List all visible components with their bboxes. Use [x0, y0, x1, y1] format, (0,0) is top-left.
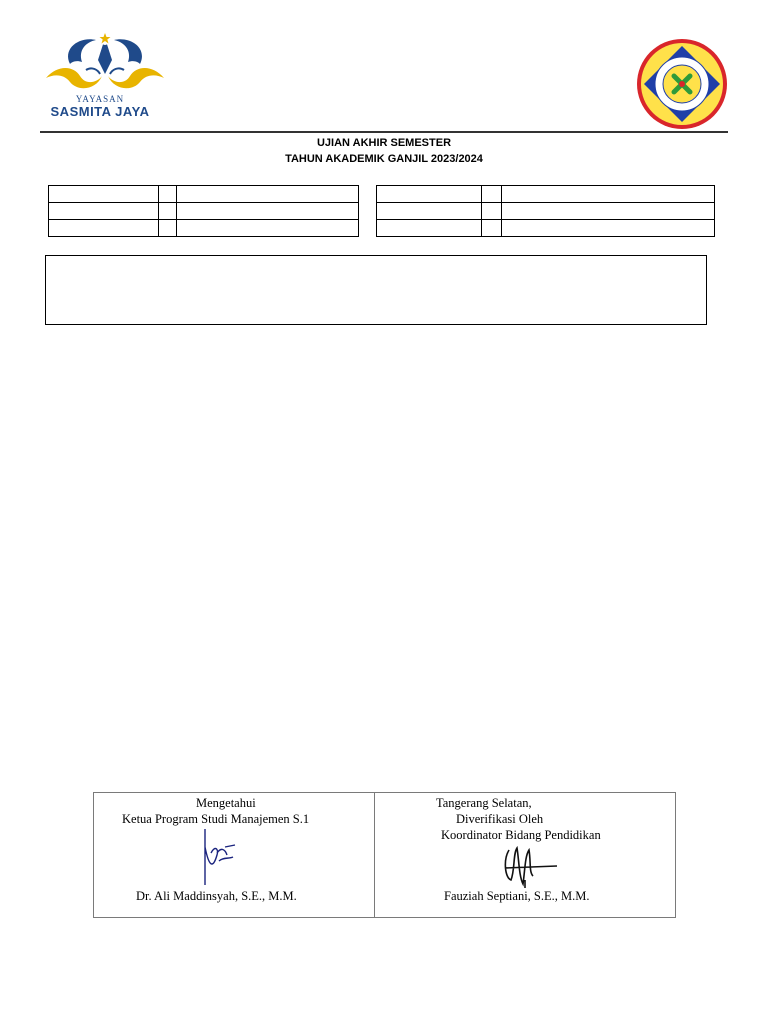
- signature-divider: [374, 792, 375, 918]
- header-divider: [40, 131, 728, 133]
- field-label: [49, 220, 159, 237]
- table-row: [49, 220, 359, 237]
- field-value: [176, 186, 358, 203]
- right-sig-position: Koordinator Bidang Pendidikan: [441, 828, 601, 842]
- field-separator: [158, 186, 176, 203]
- university-seal-logo: [636, 38, 728, 130]
- left-sig-heading: Mengetahui: [196, 796, 256, 810]
- field-separator: [481, 220, 501, 237]
- academic-year-title: TAHUN AKADEMIK GANJIL 2023/2024: [285, 153, 483, 165]
- table-row: [377, 186, 715, 203]
- instruction-box: [45, 255, 707, 325]
- right-sig-place: Tangerang Selatan,: [436, 796, 532, 810]
- field-label: [377, 186, 482, 203]
- right-signature-icon: [497, 840, 562, 890]
- table-row: [49, 186, 359, 203]
- field-label: [377, 220, 482, 237]
- field-separator: [158, 203, 176, 220]
- table-row: [377, 203, 715, 220]
- field-value: [501, 186, 714, 203]
- left-sig-position: Ketua Program Studi Manajemen S.1: [122, 812, 310, 826]
- university-seal-icon: [636, 38, 728, 130]
- left-sig-name: Dr. Ali Maddinsyah, S.E., M.M.: [136, 889, 297, 903]
- table-row: [49, 203, 359, 220]
- field-label: [377, 203, 482, 220]
- right-sig-name: Fauziah Septiani, S.E., M.M.: [444, 889, 590, 903]
- right-sig-heading: Diverifikasi Oleh: [456, 812, 544, 826]
- field-value: [176, 220, 358, 237]
- exam-title: UJIAN AKHIR SEMESTER: [316, 137, 452, 149]
- field-label: [49, 203, 159, 220]
- left-signature-icon: [195, 827, 245, 887]
- field-separator: [481, 203, 501, 220]
- field-separator: [481, 186, 501, 203]
- info-table-left: [48, 185, 359, 237]
- field-label: [49, 186, 159, 203]
- field-value: [501, 203, 714, 220]
- logo-org-prefix: YAYASAN: [75, 94, 125, 104]
- table-row: [377, 220, 715, 237]
- logo-emblem-icon: [40, 30, 170, 96]
- field-value: [501, 220, 714, 237]
- field-separator: [158, 220, 176, 237]
- sasmita-jaya-logo: [40, 30, 170, 125]
- logo-org-name: SASMITA JAYA: [50, 104, 150, 119]
- field-value: [176, 203, 358, 220]
- info-table-right: [376, 185, 715, 237]
